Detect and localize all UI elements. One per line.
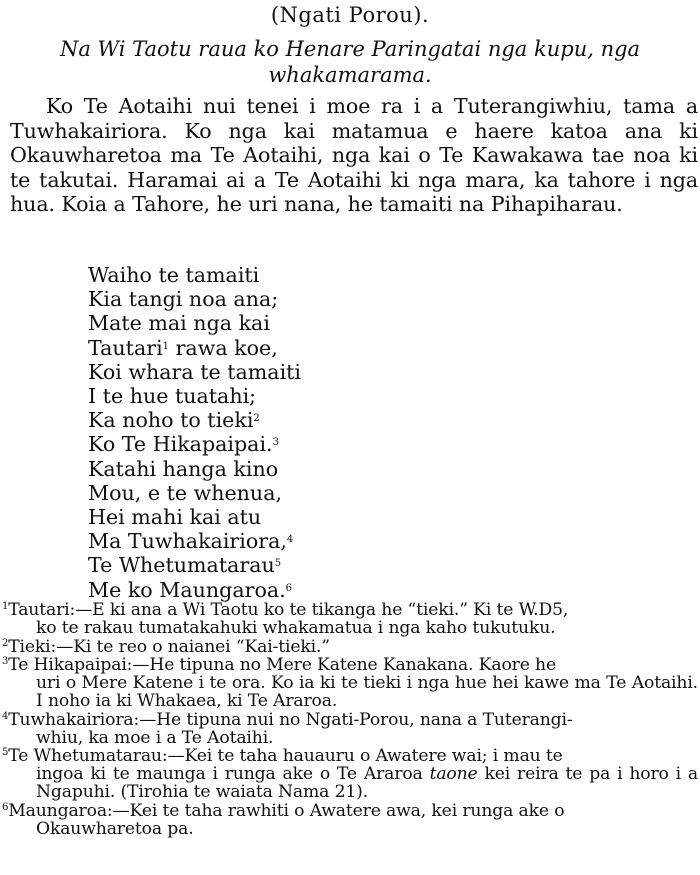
verse-line-text: Katahi hanga kino: [88, 456, 279, 481]
verse-line-text: Mate mai nga kai: [88, 311, 270, 336]
verse-line: [88, 505, 488, 529]
footnote-marker: 4: [286, 534, 294, 546]
verse-line-text: Kia tangi noa ana;: [88, 287, 279, 312]
verse-line-text: Waiho te tamaiti: [88, 263, 260, 287]
footnote-marker: 1: [162, 340, 170, 352]
footnote-marker: 5: [274, 558, 282, 570]
verse-line-text: Me ko Maungaroa.: [88, 577, 286, 602]
prose-line: a Tuwhakairiora. Ko nga kai matamua e haere katoa ana ki: [10, 94, 698, 143]
verse-line-text: Ko Te Hikapaipai.: [88, 432, 273, 457]
footnote-text-part: ingoa ki te maunga i runga ake o Te Araroa: [36, 764, 430, 785]
verse-line-text: Koi whara te tamaiti: [88, 359, 302, 384]
verse-line-text: Te Whetumatarau: [88, 553, 275, 578]
verse-line-text: Mou, e te whenua,: [88, 480, 283, 505]
footnote-text: Okauwharetoa pa.: [36, 818, 194, 839]
prose-line: tahore i nga hua. Koia a Tahore, he uri nana, he tamaiti na: [10, 167, 699, 216]
verse-line: [88, 287, 488, 311]
footnote-number: 2: [2, 637, 9, 649]
verse-line-text: Tautari: [88, 335, 163, 360]
verse-line: [88, 336, 488, 360]
footnote: [2, 748, 698, 801]
footnote-text: ko te rakau tumatakahuki whakamatua i nga kaho tukutuku.: [36, 617, 556, 638]
prose-line: Pihapiharau.: [490, 192, 623, 216]
verse-line: [88, 311, 488, 335]
footnote: [2, 602, 698, 638]
footnote-number: 3: [2, 656, 9, 668]
tribe-heading: (Ngati Porou).: [270, 3, 430, 27]
footnote-text: Tieki:—Ki te reo o naianei “Kai-tieki.”: [8, 636, 330, 657]
song-verse: [88, 263, 488, 602]
attribution-line-2: whakamarama.: [268, 63, 432, 87]
prose-line: Okauwharetoa ma Te Aotaihi, nga kai o Te Kawakawa tae: [10, 143, 625, 167]
footnote-text: uri o Mere Katene i te ora. Ko ia ki te tieki i nga hue hei kawe ma Te Aotaihi. I noho ia ki Whakaea, ki Te Araroa.: [36, 673, 698, 711]
footnote: [2, 657, 698, 710]
verse-line-text: Ma Tuwhakairiora,: [88, 529, 287, 554]
verse-line-text: Hei mahi kai atu: [88, 505, 262, 530]
verse-line-text: I te hue tuatahi;: [88, 384, 257, 409]
footnote-text: Te Whetumatarau:—Kei te taha hauauru o Awatere wai; i mau te: [8, 746, 563, 767]
footnote-number: 1: [2, 601, 9, 612]
footnote-number: 6: [2, 801, 9, 813]
attribution-line-1: Na Wi Taotu raua ko Henare Paringatai nga kupu, nga: [59, 37, 641, 61]
verse-line-text: rawa koe,: [169, 335, 278, 360]
verse-line: [88, 529, 488, 553]
prose-line: noa ki te takutai. Haramai ai a Te Aotaihi ki nga mara, ka: [10, 143, 698, 192]
verse-line: [88, 481, 488, 505]
footnote: [2, 800, 698, 839]
footnote-number: 4: [2, 710, 9, 722]
verse-line: [88, 553, 488, 577]
verse-line: [88, 432, 488, 456]
footnote-text: Tuwhakairiora:—He tipuna nui no Ngati-Porou, nana a Tuterangi-: [8, 709, 573, 730]
footnote: [2, 636, 698, 657]
verse-line: [88, 457, 488, 481]
footnote-text: [2, 766, 698, 802]
footnote: [2, 709, 698, 748]
verse-line: [88, 408, 488, 432]
footnote-italic-word: taone: [429, 764, 478, 785]
footnotes: [2, 602, 698, 838]
verse-line: [88, 263, 488, 287]
footnote-marker: 3: [272, 437, 279, 449]
footnote-text-part: kei reira te pa i horo i a Ngapuhi. (Tirohia te waiata Nama 21).: [36, 764, 699, 802]
footnote-marker: 2: [253, 413, 260, 425]
footnote-text: whiu, ka moe i a Te Aotaihi.: [36, 727, 274, 748]
verse-line: [88, 384, 488, 408]
footnote-marker: 6: [285, 582, 293, 594]
footnote-number: 5: [2, 747, 9, 759]
attribution-heading: [20, 36, 680, 88]
footnote-text: Tautari:—E ki ana a Wi Taotu ko te tikanga he “tieki.” Ki te W.D5,: [8, 600, 569, 620]
verse-line: [88, 360, 488, 384]
verse-line-text: Ka noho to tieki: [88, 408, 254, 433]
intro-paragraph: [10, 94, 698, 217]
footnote-text: Maungaroa:—Kei te taha rawhiti o Awatere awa, kei runga ake o: [8, 800, 565, 821]
verse-line: [88, 578, 488, 602]
footnote-text: Te Hikapaipai:—He tipuna no Mere Katene Kanakana. Kaore he: [8, 655, 556, 676]
prose-line: Ko Te Aotaihi nui tenei i moe ra i a Tuterangiwhiu, tama: [46, 94, 676, 118]
